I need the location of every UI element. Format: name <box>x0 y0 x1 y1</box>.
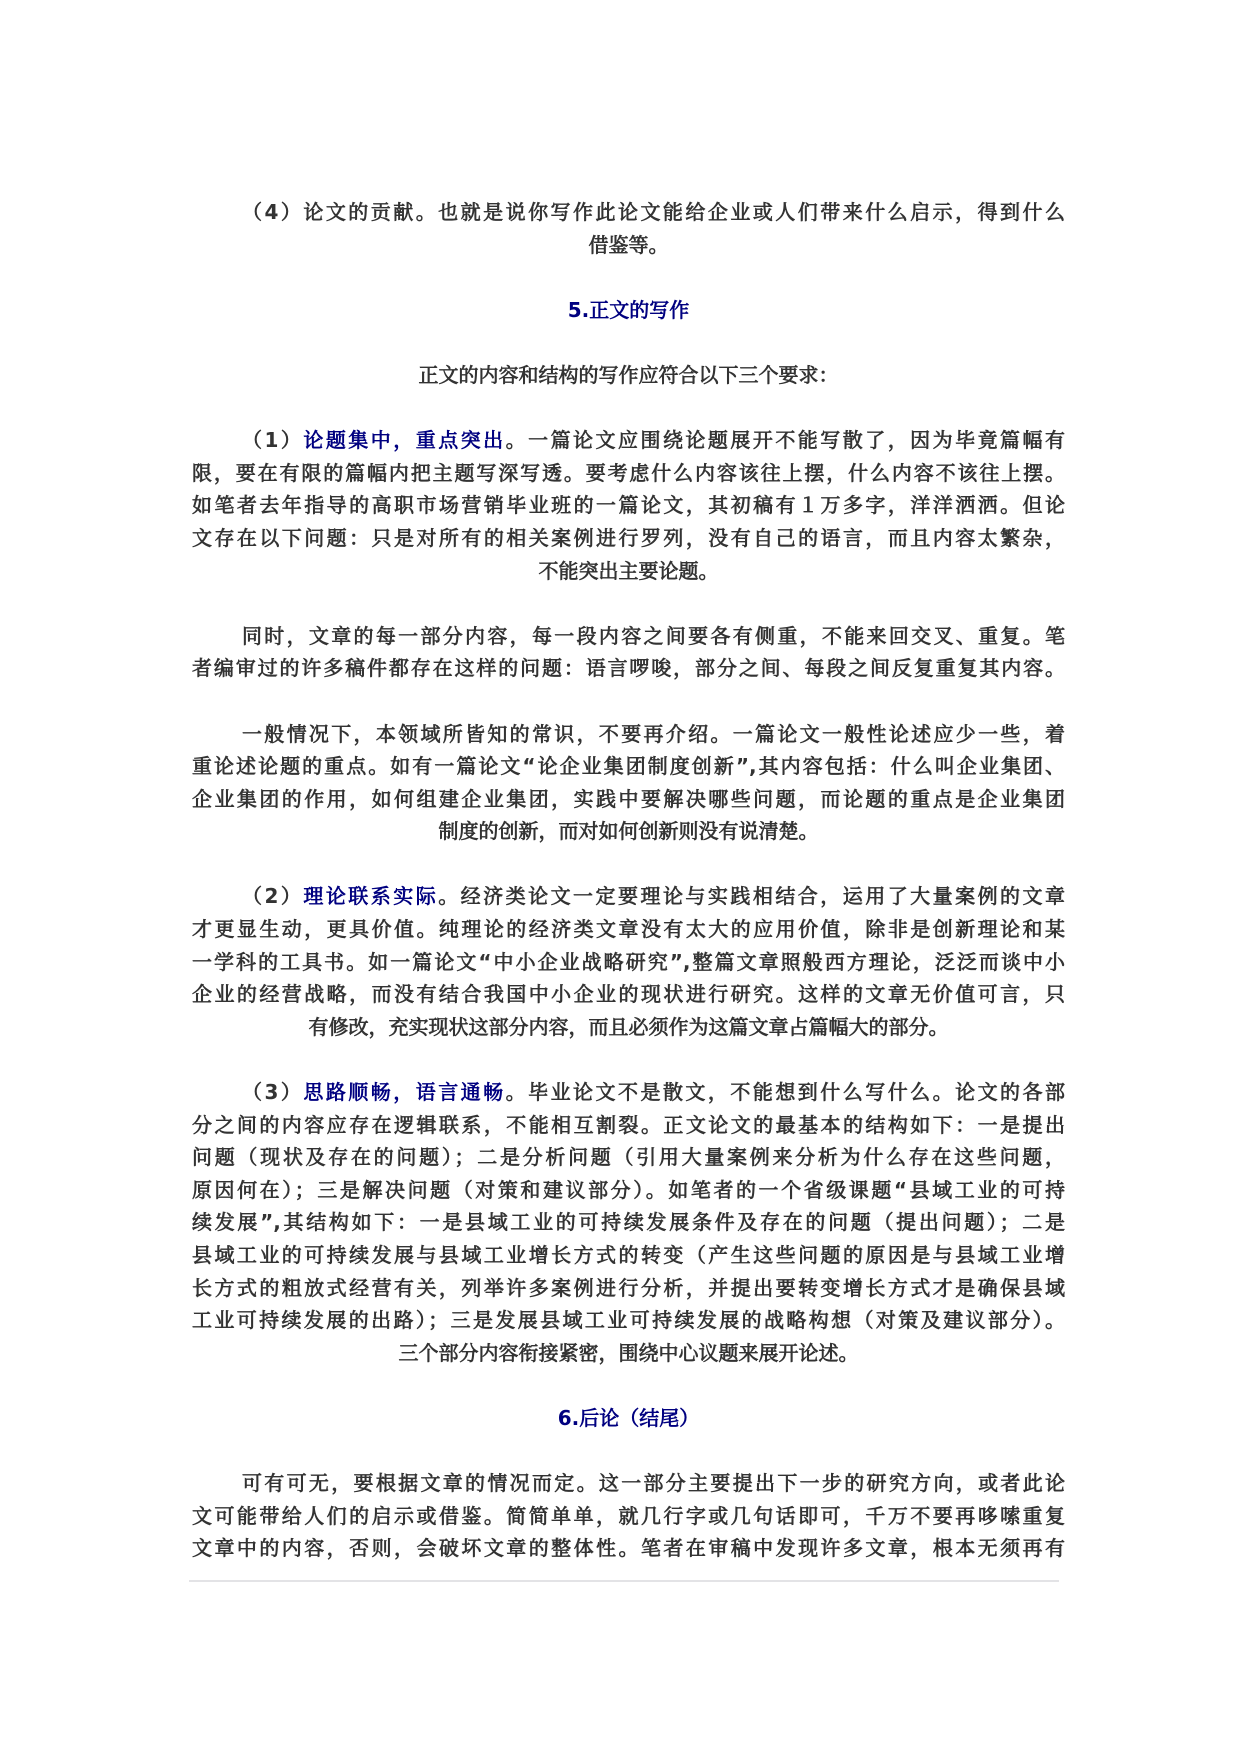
text-line: 原因何在）；三是解决问题（对策和建议部分）。如笔者的一个省级课题“县域工业的可持 <box>192 1177 1065 1202</box>
text-line: 限，要在有限的篇幅内把主题写深写透。要考虑什么内容该往上摆，什么内容不该往上摆。 <box>192 460 1065 485</box>
text-line: 工业可持续发展的出路）；三是发展县域工业可持续发展的战略构想（对策及建议部分）。 <box>192 1308 1065 1333</box>
text-line: 问题（现状及存在的问题）；二是分析问题（引用大量案例来分析为什么存在这些问题， <box>192 1145 1065 1170</box>
text-line: 分之间的内容应存在逻辑联系，不能相互割裂。正文论文的最基本的结构如下：一是提出 <box>192 1112 1065 1137</box>
text-line: 制度的创新，而对如何创新则没有说清楚。 <box>438 819 819 844</box>
text-line: （4）论文的贡献。也就是说你写作此论文能给企业或人们带来什么启示，得到什么 <box>242 200 1065 224</box>
text-run: 。经济类论文一定要理论与实践相结合，运用了大量案例的文章 <box>438 884 1066 909</box>
text-line: 如笔者去年指导的高职市场营销毕业班的一篇论文，其初稿有１万多字，洋洋洒洒。但论 <box>192 493 1065 518</box>
requirement-title: 论题集中，重点突出 <box>303 428 506 453</box>
paragraph-conclusion <box>192 1467 1065 1565</box>
page-divider <box>189 1580 1059 1582</box>
paragraph-intro <box>192 359 1065 392</box>
item-number: （1） <box>242 428 304 453</box>
section-heading-5: 5.正文的写作 <box>567 297 690 322</box>
section-heading-6: 6.后论（结尾） <box>557 1405 700 1430</box>
text-line: 长方式的粗放式经营有关，列举许多案例进行分析，并提出要转变增长方式才是确保县域 <box>192 1275 1065 1300</box>
text-line: 重论述论题的重点。如有一篇论文“论企业集团制度创新”,其内容包括：什么叫企业集团、 <box>192 754 1065 779</box>
text-line: 县域工业的可持续发展与县域工业增长方式的转变（产生这些问题的原因是与县域工业增 <box>192 1243 1065 1267</box>
text-line: 续发展”,其结构如下：一是县域工业的可持续发展条件及存在的问题（提出问题）；二是 <box>192 1210 1065 1235</box>
text-line: 三个部分内容衔接紧密，围绕中心议题来展开论述。 <box>398 1340 859 1365</box>
requirement-title: 理论联系实际 <box>303 884 439 909</box>
text-line: 文可能带给人们的启示或借鉴。简简单单，就几行字或几句话即可，千万不要再哆嗦重复 <box>192 1503 1065 1528</box>
paragraph-general <box>192 718 1065 848</box>
requirement-2 <box>192 880 1065 1043</box>
text-line <box>192 880 1065 913</box>
text-line: 不能突出主要论题。 <box>538 558 719 583</box>
text-run: 。毕业论文不是散文，不能想到什么写什么。论文的各部 <box>505 1080 1066 1105</box>
requirement-3 <box>192 1076 1065 1369</box>
paragraph-contribution <box>192 196 1065 261</box>
text-line: 文存在以下问题：只是对所有的相关案例进行罗列，没有自己的语言，而且内容太繁杂， <box>192 525 1065 550</box>
text-line: 一学科的工具书。如一篇论文“中小企业战略研究”,整篇文章照般西方理论，泛泛而谈中小 <box>192 949 1065 974</box>
text-line: 企业集团的作用，如何组建企业集团，实践中要解决哪些问题，而论题的重点是企业集团 <box>192 786 1065 811</box>
document-body <box>192 196 1065 1565</box>
paragraph-same-time <box>192 620 1065 685</box>
text-line <box>192 1076 1065 1109</box>
item-number: （3） <box>242 1080 304 1105</box>
requirement-1 <box>192 424 1065 587</box>
item-number: （2） <box>242 884 304 909</box>
text-line: 同时，文章的每一部分内容，每一段内容之间要各有侧重，不能来回交叉、重复。笔 <box>242 623 1065 648</box>
text-line: 企业的经营战略，而没有结合我国中小企业的现状进行研究。这样的文章无价值可言，只 <box>192 982 1065 1007</box>
text-line: 者编审过的许多稿件都存在这样的问题：语言啰唆，部分之间、每段之间反复重复其内容。 <box>192 656 1065 681</box>
text-line: 才更显生动，更具价值。纯理论的经济类文章没有太大的应用价值，除非是创新理论和某 <box>192 917 1065 942</box>
requirement-title: 思路顺畅，语言通畅 <box>303 1080 506 1105</box>
text-line: 借鉴等。 <box>588 232 669 257</box>
text-line: 正文的内容和结构的写作应符合以下三个要求： <box>418 362 839 387</box>
text-line: 文章中的内容，否则，会破坏文章的整体性。笔者在审稿中发现许多文章，根本无须再有 <box>192 1536 1065 1561</box>
text-run: 。一篇论文应围绕论题展开不能写散了，因为毕竟篇幅有 <box>505 428 1066 453</box>
text-line: 可有可无，要根据文章的情况而定。这一部分主要提出下一步的研究方向，或者此论 <box>242 1471 1065 1496</box>
text-line: 一般情况下，本领域所皆知的常识，不要再介绍。一篇论文一般性论述应少一些，着 <box>242 721 1065 746</box>
text-line <box>192 424 1065 457</box>
text-line: 有修改，充实现状这部分内容，而且必须作为这篇文章占篇幅大的部分。 <box>308 1014 949 1039</box>
